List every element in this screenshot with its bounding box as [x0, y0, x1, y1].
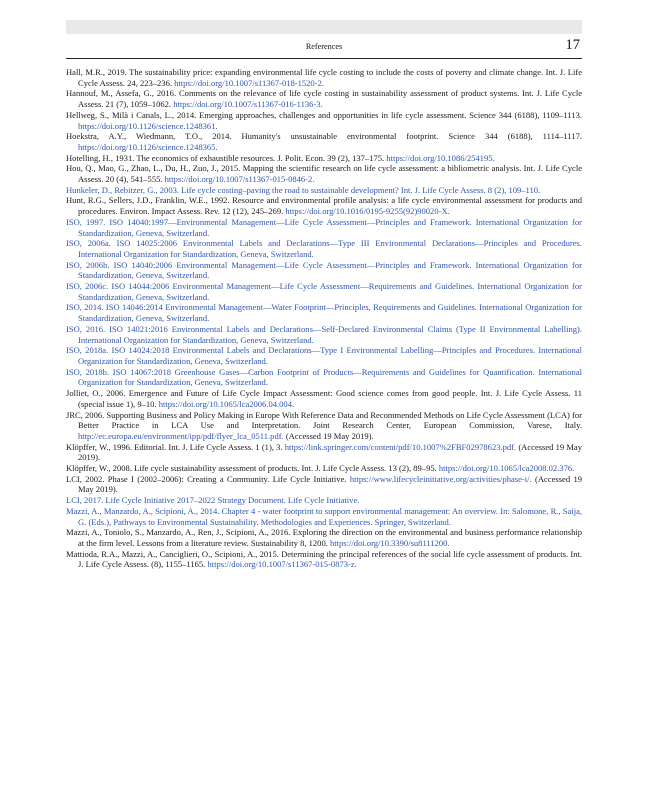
reference-entry: [66, 410, 582, 442]
reference-text: Mazzi, A., Manzardo, A., Scipioni, A., 2014. Chapter 4 - water footprint to support environmental management: An overview. In: Salomone, R., Saija, G. (Eds.), Pathways to Environmental Sustainability. Methodologies and Experiences. Springer, Switzerland.: [66, 505, 582, 527]
reference-link[interactable]: https://doi.org/10.1065/lca2006.04.004.: [158, 398, 295, 409]
reference-text: Hunt, R.G., Sellers, J.D., Franklin, W.E., 1992. Resource and environmental profile analysis: a life cycle environmental assessment for products and procedures. Environ. Impact Assess. Rev. 12 (12), 245–269.: [66, 195, 582, 217]
reference-text: Hellweg, S., Milà i Canals, L., 2014. Emerging approaches, challenges and opportunities in life cycle assessment. Science 344 (6188), 1109–1113.: [66, 109, 582, 120]
reference-entry: [66, 217, 582, 238]
reference-entry: [66, 506, 582, 527]
reference-text: ISO, 2018b. ISO 14067:2018 Greenhouse Gases—Carbon Footprint of Products—Requirements and Guidelines for Quantification. International Organization for Standardization, Geneva, Switzerland.: [66, 366, 582, 388]
reference-text: ISO, 2016. ISO 14021:2016 Environmental Labels and Declarations—Self-Declared Environmental Claims (Type II Environmental Labelling). International Organization for Standardization, Geneva, Switzerland.: [66, 323, 582, 345]
reference-link[interactable]: https://doi.org/10.1126/science.1248361.: [78, 120, 218, 131]
reference-text: JRC, 2006. Supporting Business and Policy Making in Europe With Reference Data and Recommended Methods on Life Cycle Assessment (LCA) for Better Practice in LCA Use and Interpretation. Joint Research Center, European Commission, Varese, Italy.: [66, 409, 582, 431]
reference-text: Mattioda, R.A., Mazzi, A., Canciglieri, O., Scipioni, A., 2015. Determining the principal references of the social life cycle assessment of products. Int. J. Life Cycle Assess. (8), 1155–1165.: [66, 548, 582, 570]
reference-link[interactable]: https://link.springer.com/content/pdf/10.1007%2FBF02978623.pdf.: [284, 441, 517, 452]
reference-entry: [66, 195, 582, 216]
running-title: References: [305, 42, 343, 51]
reference-text: Hoekstra, A.Y., Wiedmann, T.O., 2014. Humanity's unsustainable environmental footprint. Science 344 (6188), 1114–1117.: [66, 131, 582, 142]
reference-entry: [66, 442, 582, 463]
reference-entry: [66, 463, 582, 474]
reference-entry: [66, 110, 582, 131]
reference-entry: [66, 549, 582, 570]
reference-text: ISO, 2018a. ISO 14024:2018 Environmental Labels and Declarations—Type I Environmental Labelling—Principles and Procedures. International Organization for Standardization, Geneva, Switzerland.: [66, 345, 582, 366]
page-number: 17: [565, 37, 580, 53]
reference-entry: [66, 185, 582, 196]
reference-text: Mazzi, A., Toniolo, S., Manzardo, A., Ren, J., Scipioni, A., 2016. Exploring the direction on the environmental and business performance relationship at the firm level. Lessons from a literature review. Sustainability 8, 1200.: [66, 527, 582, 548]
reference-text: LCI, 2017. Life Cycle Initiative 2017–2022 Strategy Document. Life Cycle Initiative.: [66, 495, 360, 506]
reference-text: Klöpffer, W., 1996. Editorial. Int. J. Life Cycle Assess. 1 (1), 3.: [66, 441, 285, 452]
reference-text: Jolliet, O., 2006. Emergence and Future of Life Cycle Impact Assessment: Good science comes from good people. Int. J. Life Cycle Assess. 11 (special issue 1), 9–10.: [66, 388, 582, 409]
reference-link[interactable]: https://www.lifecycleinitiative.org/activities/phase-i/.: [349, 473, 532, 484]
reference-link[interactable]: https://doi.org/10.1007/s11367-015-0846-2.: [164, 174, 315, 185]
reference-text: ISO, 2006a. ISO 14025:2006 Environmental Labels and Declarations—Type III Environmental Declarations—Principles and Procedures. International Organization for Standardization, Geneva, Switzerland.: [66, 238, 582, 259]
top-gray-bar: [66, 20, 582, 34]
reference-link[interactable]: https://doi.org/10.1065/lca2008.02.376.: [438, 463, 575, 474]
reference-link[interactable]: http://ec.europa.eu/environment/ipp/pdf/flyer_lca_0511.pdf.: [78, 430, 284, 441]
reference-text: ISO, 1997. ISO 14040:1997—Environmental Management—Life Cycle Assessment—Principles and Framework. International Organization for Standardization, Geneva, Switzerland.: [66, 216, 582, 238]
reference-text: ISO, 2006c. ISO 14044:2006 Environmental Management—Life Cycle Assessment—Requirements and Guidelines. International Organization for Standardization, Geneva, Switzerland.: [66, 281, 582, 302]
reference-access-note: (Accessed 19 May 2019).: [283, 430, 374, 441]
reference-text: Hou, Q., Mao, G., Zhao, L., Du, H., Zuo, J., 2015. Mapping the scientific research on life cycle assessment: a bibliometric analysis. Int. J. Life Cycle Assess. 20 (4), 541–555.: [66, 163, 582, 185]
reference-list: [66, 67, 582, 570]
reference-link[interactable]: https://doi.org/10.1007/s11367-016-1136-3.: [173, 99, 323, 110]
reference-entry: [66, 281, 582, 302]
reference-text: Hannouf, M., Assefa, G., 2016. Comments on the relevance of life cycle costing in sustainability assessment of product systems. Int. J. Life Cycle Assess. 21 (7), 1059–1062.: [66, 88, 582, 110]
reference-entry: [66, 163, 582, 184]
reference-text: Klöpffer, W., 2008. Life cycle sustainability assessment of products. Int. J. Life Cycle Assess. 13 (2), 89–95.: [66, 463, 439, 474]
reference-entry: [66, 367, 582, 388]
reference-link[interactable]: https://doi.org/10.1007/s11367-015-0873-z.: [207, 559, 357, 570]
reference-text: ISO, 2006b. ISO 14040:2006 Environmental Management—Life Cycle Assessment—Principles and Framework. International Organization for Standardization, Geneva, Switzerland.: [66, 259, 582, 281]
running-header: [66, 36, 582, 59]
reference-text: LCI, 2002. Phase I (2002–2006): Creating a Community. Life Cycle Initiative.: [66, 473, 350, 484]
reference-link[interactable]: https://doi.org/10.1016/0195-9255(92)90020-X.: [285, 206, 450, 217]
reference-entry: [66, 260, 582, 281]
reference-access-note: (Accessed 19 May 2019).: [78, 441, 582, 463]
reference-entry: [66, 388, 582, 409]
reference-entry: [66, 67, 582, 88]
reference-text: Hotelling, H., 1931. The economics of exhaustible resources. J. Polit. Econ. 39 (2), 137–175.: [66, 152, 387, 163]
reference-link[interactable]: https://doi.org/10.1007/s11367-018-1520-2.: [174, 77, 324, 88]
reference-entry: [66, 345, 582, 366]
reference-entry: [66, 88, 582, 109]
reference-link[interactable]: https://doi.org/10.3390/su8111200.: [330, 537, 450, 548]
reference-text: Hunkeler, D., Rebitzer, G., 2003. Life cycle costing–paving the road to sustainable development? Int. J. Life Cycle Assess. 8 (2), 109–110.: [66, 184, 541, 195]
reference-entry: [66, 153, 582, 164]
reference-access-note: (Accessed 19 May 2019).: [78, 473, 582, 495]
reference-entry: [66, 527, 582, 548]
reference-text: Hall, M.R., 2019. The sustainability price: expanding environmental life cycle costing to include the costs of poverty and climate change. Int. J. Life Cycle Assess. 24, 223–236.: [66, 67, 582, 88]
reference-entry: [66, 131, 582, 152]
reference-text: ISO, 2014. ISO 14046:2014 Environmental Management—Water Footprint—Principles, Requirements and Guidelines. International Organization for Standardization, Geneva, Switzerland.: [66, 302, 582, 324]
reference-entry: [66, 302, 582, 323]
reference-link[interactable]: https://doi.org/10.1126/science.1248365.: [78, 141, 218, 152]
reference-entry: [66, 474, 582, 495]
reference-entry: [66, 495, 582, 506]
reference-link[interactable]: https://doi.org/10.1086/254195.: [386, 152, 495, 163]
reference-entry: [66, 324, 582, 345]
reference-entry: [66, 238, 582, 259]
